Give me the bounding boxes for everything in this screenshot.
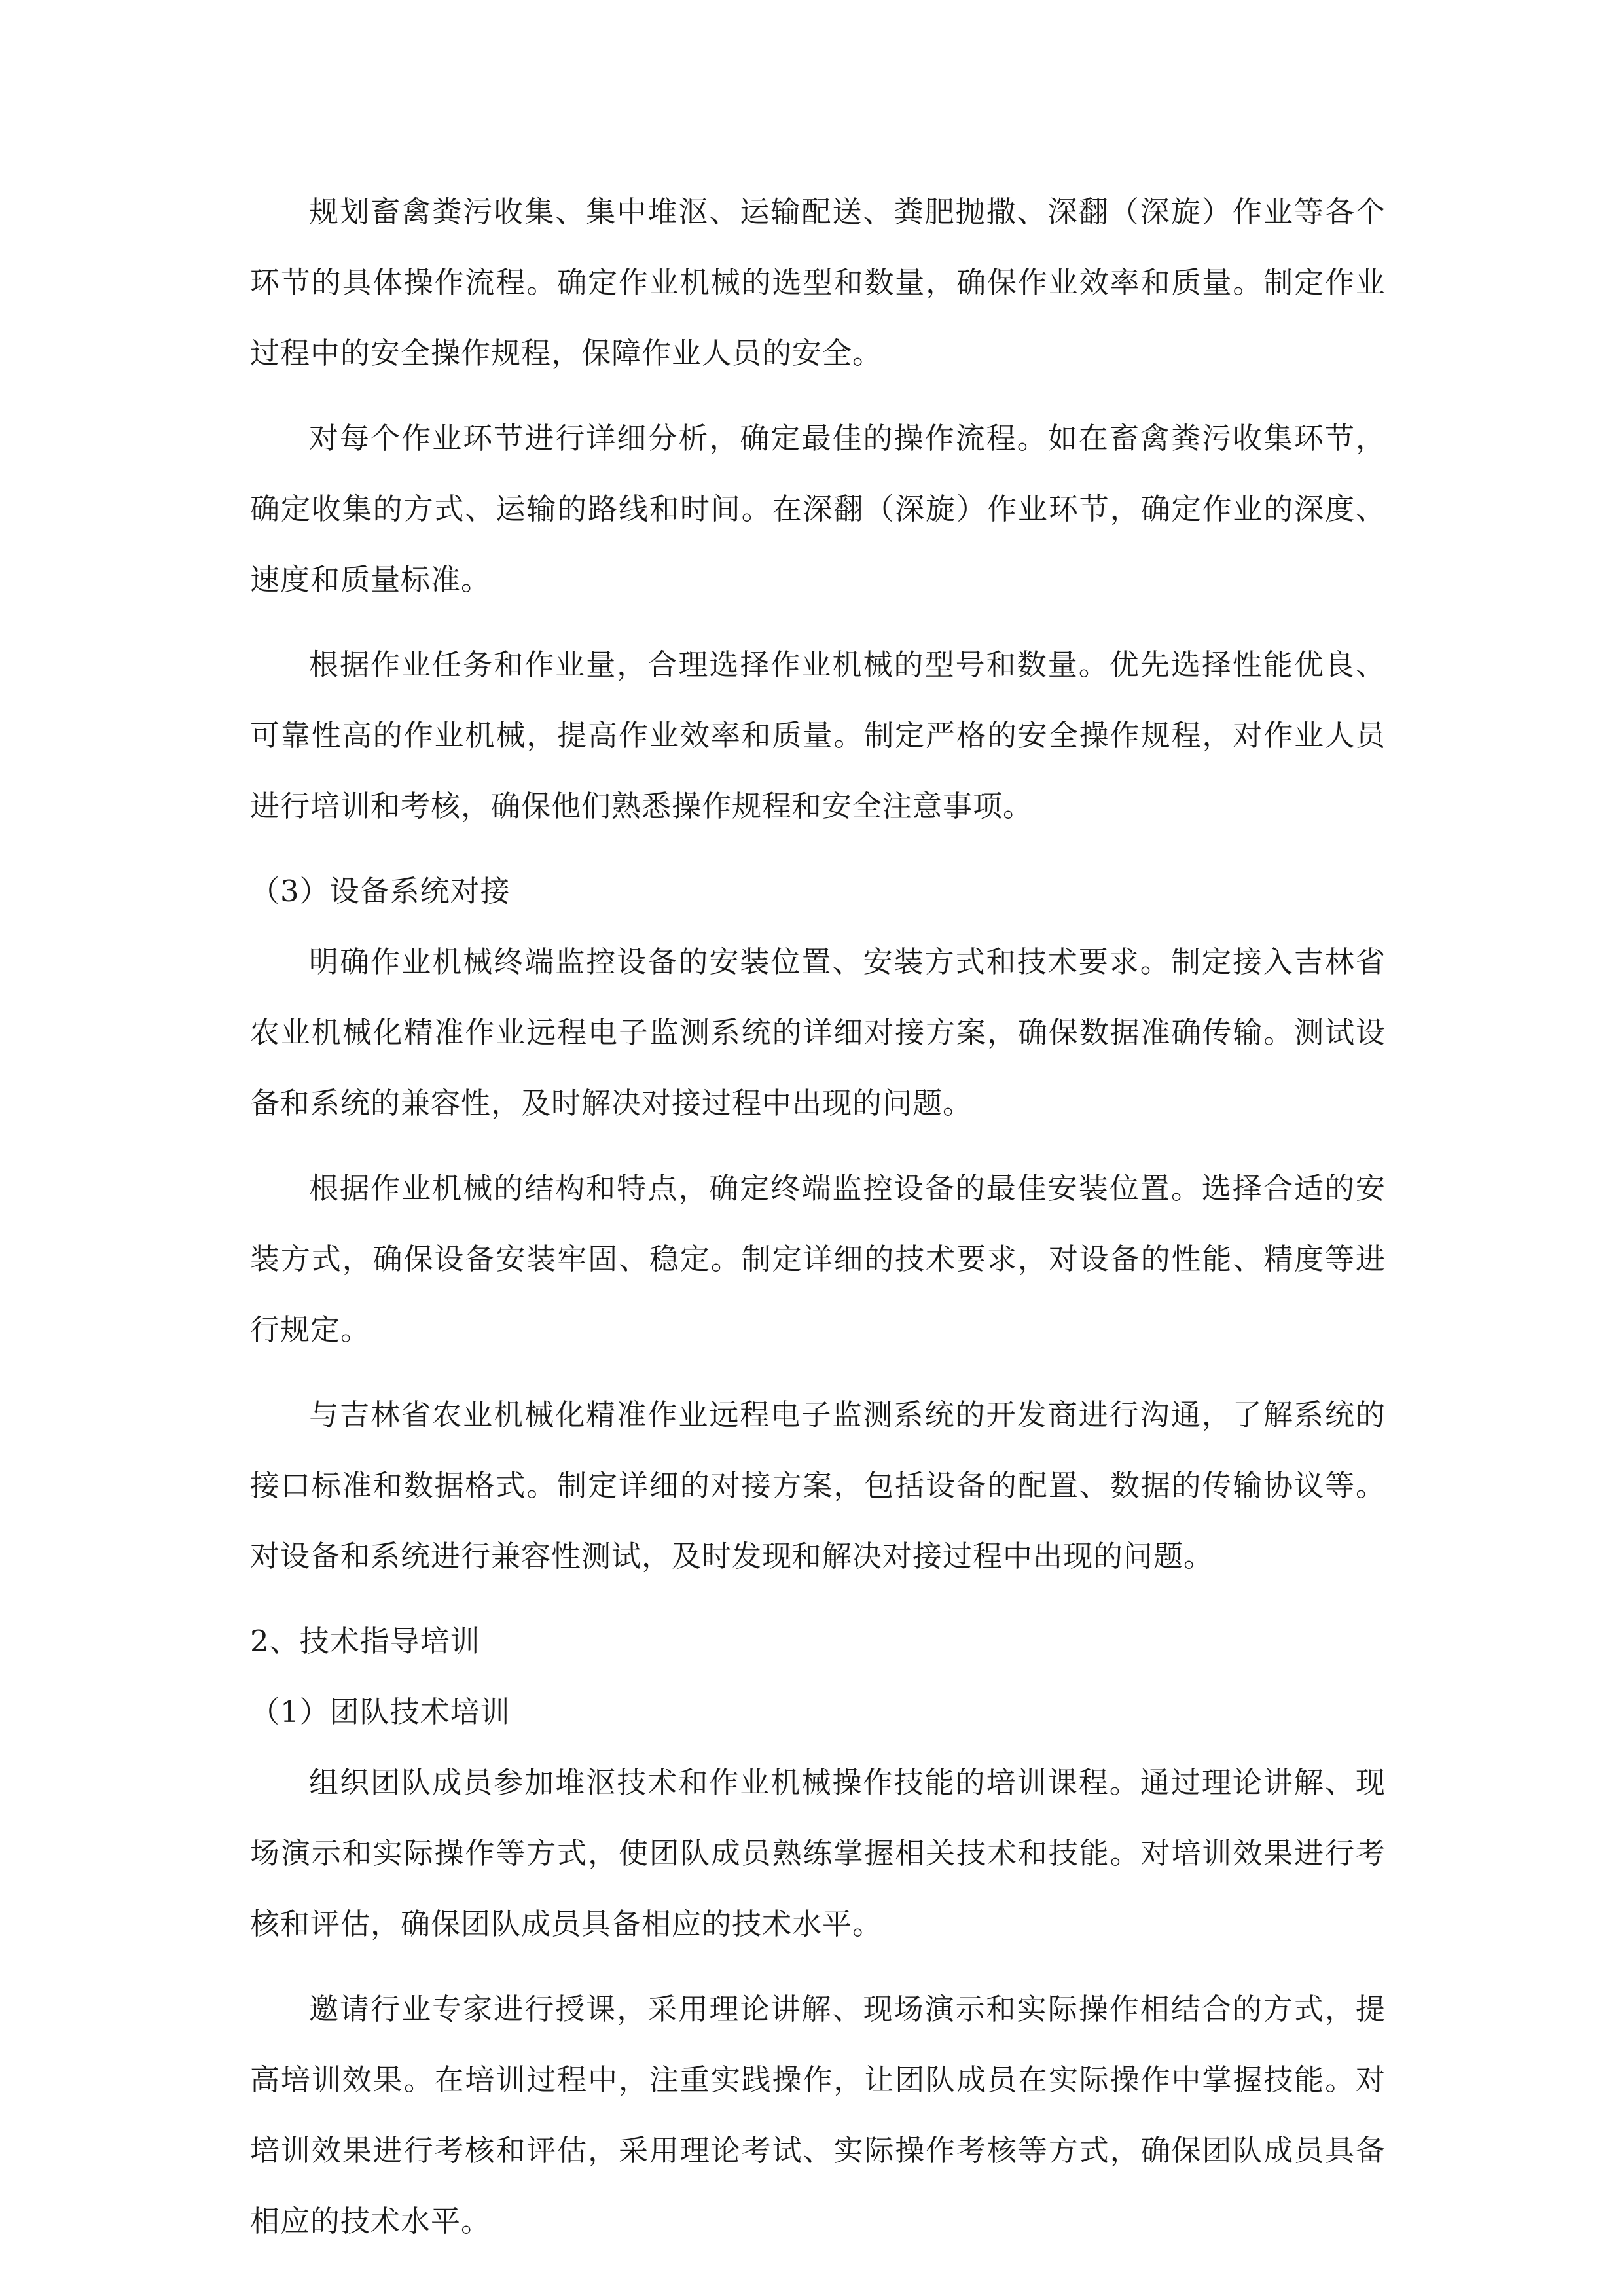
section-heading-training: 2、技术指导培训 — [250, 1624, 480, 1659]
paragraph-training-courses: 组织团队成员参加堆沤技术和作业机械操作技能的培训课程。通过理论讲解、现场演示和实际操作等方式，使团队成员熟练掌握相关技术和技能。对培训效果进行考核和评估，确保团队成员具备相应的技术水平。 — [250, 1765, 1386, 1941]
subheading-equipment-integration: （3）设备系统对接 — [250, 874, 511, 908]
paragraph-expert-lectures: 邀请行业专家进行授课，采用理论讲解、现场演示和实际操作相结合的方式，提高培训效果。在培训过程中，注重实践操作，让团队成员在实际操作中掌握技能。对培训效果进行考核和评估，采用理论考试、实际操作考核等方式，确保团队成员具备相应的技术水平。 — [250, 1992, 1386, 2238]
paragraph-install-location: 根据作业机械的结构和特点，确定终端监控设备的最佳安装位置。选择合适的安装方式，确保设备安装牢固、稳定。制定详细的技术要求，对设备的性能、精度等进行规定。 — [250, 1171, 1386, 1347]
paragraph-stage-analysis: 对每个作业环节进行详细分析，确定最佳的操作流程。如在畜禽粪污收集环节，确定收集的方式、运输的路线和时间。在深翻（深旋）作业环节，确定作业的深度、速度和质量标准。 — [250, 421, 1386, 597]
paragraph-system-docking: 与吉林省农业机械化精准作业远程电子监测系统的开发商进行沟通，了解系统的接口标准和数据格式。制定详细的对接方案，包括设备的配置、数据的传输协议等。对设备和系统进行兼容性测试，及时发现和解决对接过程中出现的问题。 — [250, 1397, 1386, 1573]
paragraph-monitor-installation: 明确作业机械终端监控设备的安装位置、安装方式和技术要求。制定接入吉林省农业机械化精准作业远程电子监测系统的详细对接方案，确保数据准确传输。测试设备和系统的兼容性，及时解决对接过程中出现的问题。 — [250, 944, 1386, 1121]
paragraph-machinery-selection: 根据作业任务和作业量，合理选择作业机械的型号和数量。优先选择性能优良、可靠性高的作业机械，提高作业效率和质量。制定严格的安全操作规程，对作业人员进行培训和考核，确保他们熟悉操作规程和安全注意事项。 — [250, 647, 1386, 823]
subheading-team-training: （1）团队技术培训 — [250, 1695, 511, 1729]
paragraph-operation-flow: 规划畜禽粪污收集、集中堆沤、运输配送、粪肥抛撒、深翻（深旋）作业等各个环节的具体操作流程。确定作业机械的选型和数量，确保作业效率和质量。制定作业过程中的安全操作规程，保障作业人员的安全。 — [250, 194, 1386, 370]
document-page — [250, 177, 1386, 2271]
